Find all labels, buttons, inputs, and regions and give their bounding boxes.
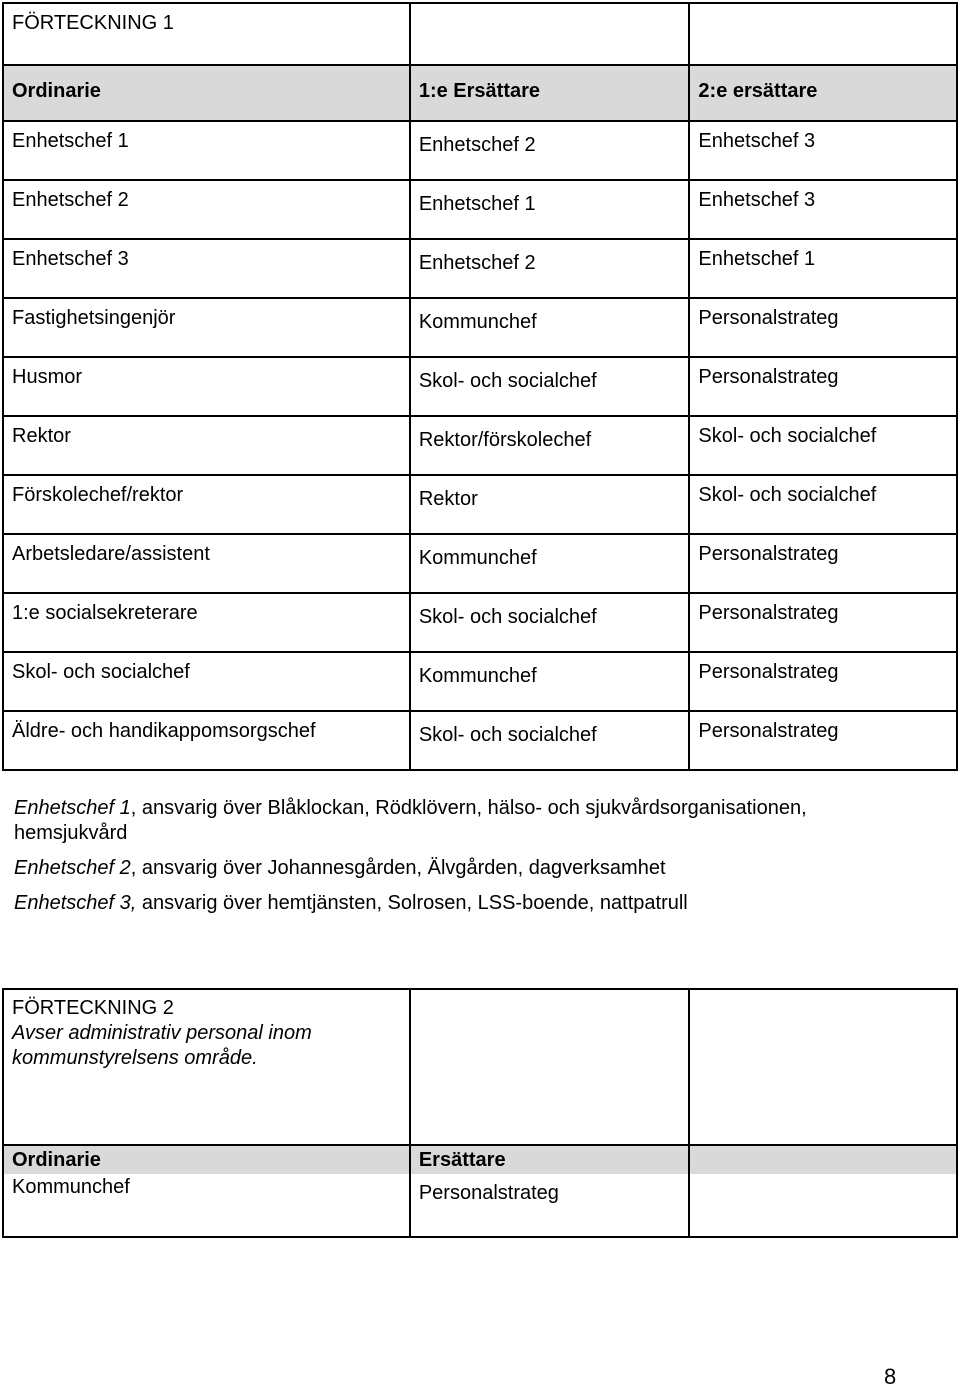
table-row xyxy=(3,593,957,652)
cell-ordinarie: Husmor xyxy=(3,357,410,416)
cell-1e-ersattare: Rektor xyxy=(410,475,690,534)
cell-1e-ersattare: Enhetschef 1 xyxy=(410,180,690,239)
header-ersattare: Ersättare xyxy=(410,1145,690,1174)
responsibility-notes xyxy=(14,796,914,926)
cell-2e-ersattare: Personalstrateg xyxy=(689,534,957,593)
table-row xyxy=(3,416,957,475)
table-row xyxy=(3,239,957,298)
table-row xyxy=(3,534,957,593)
cell-1e-ersattare: Enhetschef 2 xyxy=(410,121,690,180)
table-row xyxy=(3,121,957,180)
cell-ordinarie: Arbetsledare/assistent xyxy=(3,534,410,593)
table-row xyxy=(3,180,957,239)
header-1e-ersattare: 1:e Ersättare xyxy=(410,65,690,121)
empty-cell xyxy=(689,989,957,1145)
cell-ordinarie: Förskolechef/rektor xyxy=(3,475,410,534)
empty-header-cell xyxy=(689,1145,957,1174)
cell-1e-ersattare: Kommunchef xyxy=(410,298,690,357)
forteckning-2-table xyxy=(2,988,958,1238)
table-row xyxy=(3,357,957,416)
cell-1e-ersattare: Skol- och socialchef xyxy=(410,711,690,770)
table-row xyxy=(3,711,957,770)
cell-1e-ersattare: Enhetschef 2 xyxy=(410,239,690,298)
forteckning-2-subtitle: Avser administrativ personal inom kommunstyrelsens område. xyxy=(12,1022,312,1069)
header-ordinarie-2: Ordinarie xyxy=(3,1145,410,1174)
cell-2e-ersattare: Skol- och socialchef xyxy=(689,416,957,475)
empty-cell xyxy=(689,1174,957,1237)
cell-2e-ersattare: Skol- och socialchef xyxy=(689,475,957,534)
note-enhetschef-2: Enhetschef 2, ansvarig över Johannesgården, Älvgården, dagverksamhet xyxy=(14,857,666,879)
cell-ersattare: Personalstrateg xyxy=(410,1174,690,1237)
cell-ordinarie: Enhetschef 2 xyxy=(3,180,410,239)
cell-ordinarie: Skol- och socialchef xyxy=(3,652,410,711)
cell-2e-ersattare: Personalstrateg xyxy=(689,593,957,652)
table-row xyxy=(3,298,957,357)
cell-2e-ersattare: Enhetschef 1 xyxy=(689,239,957,298)
cell-ordinarie: Enhetschef 1 xyxy=(3,121,410,180)
cell-ordinarie: Rektor xyxy=(3,416,410,475)
cell-2e-ersattare: Personalstrateg xyxy=(689,711,957,770)
forteckning-1-table xyxy=(2,2,958,771)
forteckning-1-title: FÖRTECKNING 1 xyxy=(12,12,174,34)
cell-2e-ersattare: Enhetschef 3 xyxy=(689,180,957,239)
note-enhetschef-1: Enhetschef 1, ansvarig över Blåklockan, Rödklövern, hälso- och sjukvårdsorganisationen, hemsjukvård xyxy=(14,797,807,844)
cell-1e-ersattare: Rektor/förskolechef xyxy=(410,416,690,475)
page-number: 8 xyxy=(884,1364,897,1389)
table-row xyxy=(3,652,957,711)
cell-2e-ersattare: Enhetschef 3 xyxy=(689,121,957,180)
cell-ordinarie: 1:e socialsekreterare xyxy=(3,593,410,652)
header-ordinarie: Ordinarie xyxy=(3,65,410,121)
cell-2e-ersattare: Personalstrateg xyxy=(689,357,957,416)
table-row xyxy=(3,475,957,534)
cell-1e-ersattare: Skol- och socialchef xyxy=(410,593,690,652)
header-2e-ersattare: 2:e ersättare xyxy=(689,65,957,121)
empty-cell xyxy=(410,989,690,1145)
cell-ordinarie: Äldre- och handikappomsorgschef xyxy=(3,711,410,770)
empty-cell xyxy=(410,3,690,65)
cell-2e-ersattare: Personalstrateg xyxy=(689,298,957,357)
empty-cell xyxy=(689,3,957,65)
cell-1e-ersattare: Kommunchef xyxy=(410,534,690,593)
cell-ordinarie: Kommunchef xyxy=(3,1174,410,1237)
note-enhetschef-3: Enhetschef 3, ansvarig över hemtjänsten, Solrosen, LSS-boende, nattpatrull xyxy=(14,892,688,914)
cell-1e-ersattare: Skol- och socialchef xyxy=(410,357,690,416)
cell-ordinarie: Enhetschef 3 xyxy=(3,239,410,298)
cell-2e-ersattare: Personalstrateg xyxy=(689,652,957,711)
cell-1e-ersattare: Kommunchef xyxy=(410,652,690,711)
forteckning-2-title: FÖRTECKNING 2 xyxy=(12,997,174,1019)
cell-ordinarie: Fastighetsingenjör xyxy=(3,298,410,357)
forteckning-2-title-cell xyxy=(3,989,410,1145)
forteckning-1-title-cell xyxy=(3,3,410,65)
